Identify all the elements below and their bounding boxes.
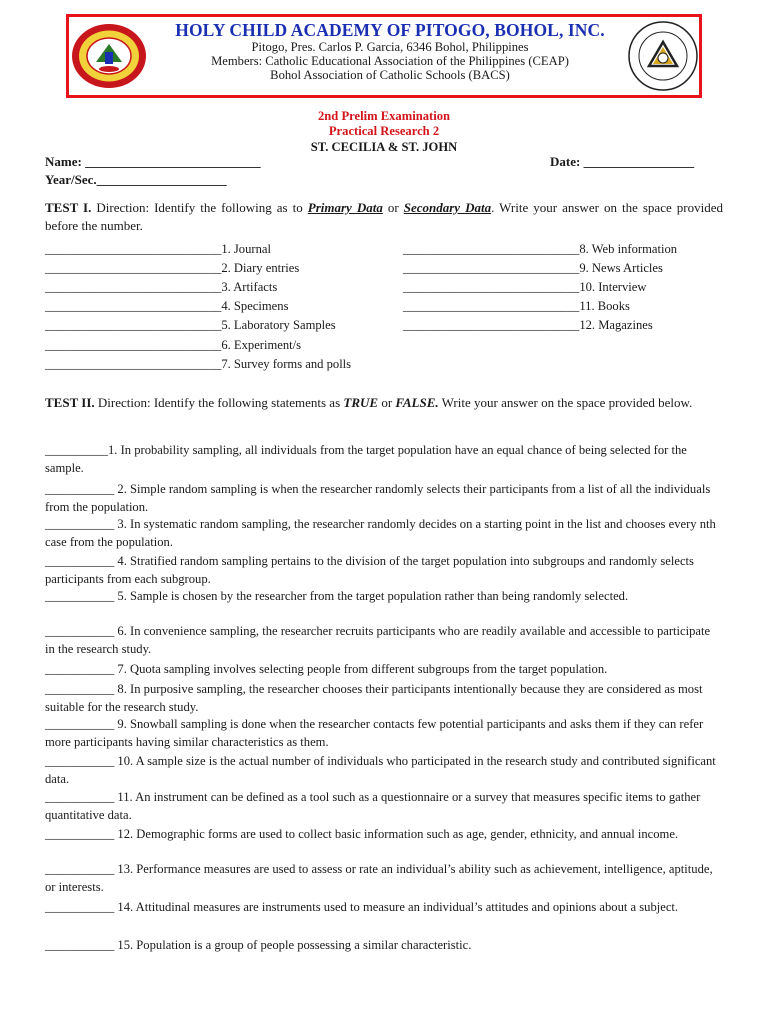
test2-item-10[interactable]: ___________ 10. A sample size is the actual number of individuals who participated in the research study and contributed significant data.	[45, 754, 716, 786]
primary-data-term: Primary Data	[307, 200, 383, 215]
false-term: FALSE.	[395, 395, 439, 410]
year-sec-field[interactable]: Year/Sec.____________________	[45, 172, 227, 187]
test1-item-8[interactable]: ____________________________8. Web information	[403, 242, 678, 256]
test1-direction-text: Direction: Identify the following as to	[91, 200, 308, 215]
secondary-data-term: Secondary Data	[403, 200, 492, 215]
test1-item-1[interactable]: ____________________________1. Journal	[45, 242, 271, 256]
test1-label: TEST I.	[45, 200, 92, 215]
test2-or: or	[378, 395, 396, 410]
test2-item-12[interactable]: ___________ 12. Demographic forms are used to collect basic information such as age, gender, ethnicity, and annual income.	[45, 827, 679, 841]
test1-item-5[interactable]: ____________________________5. Laboratory Samples	[45, 318, 336, 332]
name-field[interactable]: Name: ___________________________	[45, 154, 261, 169]
exam-sections: ST. CECILIA & ST. JOHN	[310, 140, 458, 154]
test2-item-7[interactable]: ___________ 7. Quota sampling involves selecting people from different subgroups from the target population.	[45, 662, 608, 676]
catholic-association-seal-logo	[627, 20, 699, 92]
test2-item-14[interactable]: ___________ 14. Attitudinal measures are instruments used to measure an individual’s attitudes and opinions about a subject.	[45, 900, 679, 914]
test1-item-9[interactable]: ____________________________9. News Articles	[403, 261, 663, 275]
true-term: TRUE	[343, 395, 379, 410]
test2-item-13[interactable]: ___________ 13. Performance measures are used to assess or rate an individual’s ability such as achievement, intelligence, aptitude, or interests.	[45, 862, 713, 894]
test2-item-6[interactable]: ___________ 6. In convenience sampling, the researcher recruits participants who are readily available and accessible to participate in the research study.	[45, 624, 711, 656]
date-field[interactable]: Date: _________________	[550, 154, 695, 169]
test1-direction	[45, 199, 723, 234]
exam-title: 2nd Prelim Examination	[317, 109, 450, 123]
test1-or: or	[382, 200, 404, 215]
school-seal-logo	[70, 22, 148, 90]
test2-label: TEST II.	[45, 395, 95, 410]
test1-item-7[interactable]: ____________________________7. Survey forms and polls	[45, 357, 352, 371]
school-members: Members: Catholic Educational Association of the Philippines (CEAP)	[211, 54, 569, 68]
test2-item-5[interactable]: ___________ 5. Sample is chosen by the researcher from the target population rather than being randomly selected.	[45, 589, 629, 603]
test1-item-10[interactable]: ____________________________10. Interview	[403, 280, 647, 294]
test2-direction	[45, 394, 723, 412]
school-address: Pitogo, Pres. Carlos P. Garcia, 6346 Bohol, Philippines	[251, 40, 529, 54]
test1-item-6[interactable]: ____________________________6. Experiment/s	[45, 338, 302, 352]
test2-direction-text: Direction: Identify the following statements as	[94, 395, 344, 410]
school-name: HOLY CHILD ACADEMY OF PITOGO, BOHOL, INC.	[175, 20, 605, 40]
test1-item-3[interactable]: ____________________________3. Artifacts	[45, 280, 278, 294]
test1-direction-text-end: . Write your answer on the space provided before the number.	[45, 200, 723, 233]
test1-item-2[interactable]: ____________________________2. Diary entries	[45, 261, 300, 275]
test2-direction-text-end: Write your answer on the space provided below.	[438, 395, 693, 410]
test2-item-1[interactable]: __________1. In probability sampling, all individuals from the target population have an equal chance of being selected for the sample.	[45, 443, 687, 475]
test2-item-4[interactable]: ___________ 4. Stratified random sampling pertains to the division of the target population into subgroups and randomly selects participants from each subgroup.	[45, 554, 694, 586]
test2-item-11[interactable]: ___________ 11. An instrument can be defined as a tool such as a questionnaire or a survey that measures specific items to gather quantitative data.	[45, 790, 701, 822]
exam-subject: Practical Research 2	[328, 124, 440, 138]
test2-item-9[interactable]: ___________ 9. Snowball sampling is done when the researcher contacts few potential participants and asks them if they can refer more participants having similar characteristics as them.	[45, 717, 704, 749]
test2-item-8[interactable]: ___________ 8. In purposive sampling, the researcher chooses their participants intentionally because they are considered as most suitable for the research study.	[45, 682, 703, 714]
test2-item-2[interactable]: ___________ 2. Simple random sampling is when the researcher randomly selects their participants from a list of all the individuals from the population.	[45, 482, 711, 514]
test2-item-3[interactable]: ___________ 3. In systematic random sampling, the researcher randomly decides on a starting point in the list and chooses every nth case from the population.	[45, 517, 716, 549]
test2-item-15[interactable]: ___________ 15. Population is a group of people possessing a similar characteristic.	[45, 938, 472, 952]
school-association: Bohol Association of Catholic Schools (BACS)	[270, 68, 510, 82]
test1-item-4[interactable]: ____________________________4. Specimens	[45, 299, 289, 313]
test1-item-11[interactable]: ____________________________11. Books	[403, 299, 630, 313]
test1-item-12[interactable]: ____________________________12. Magazines	[403, 318, 653, 332]
